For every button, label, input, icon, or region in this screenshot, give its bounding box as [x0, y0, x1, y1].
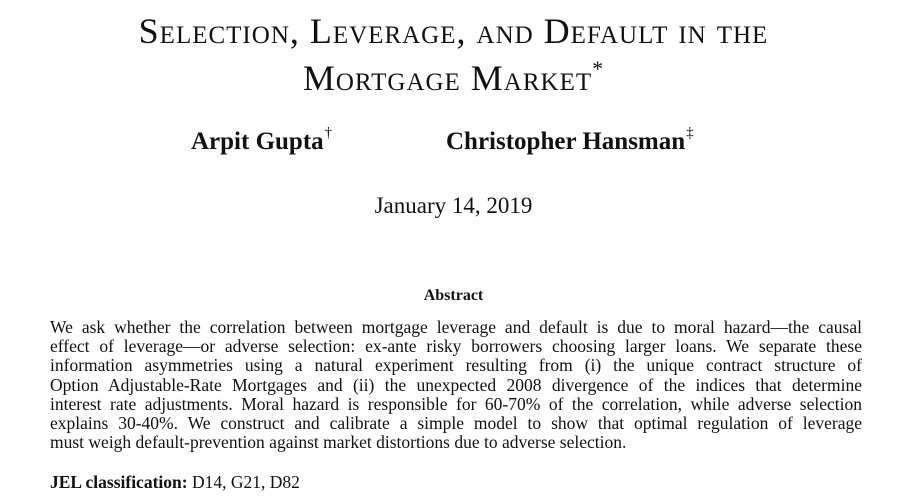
paper-title-line-2 — [0, 56, 907, 98]
title-footnote-mark: * — [592, 56, 605, 81]
author-footnote-mark: † — [324, 125, 333, 141]
abstract-line: Option Adjustable-Rate Mortgages and (ii) the unexpected 2008 divergence of the indices that determine — [50, 374, 862, 395]
jel-classification — [50, 472, 300, 493]
abstract-line: interest rate adjustments. Moral hazard is responsible for 60-70% of the correlation, while adverse selection — [50, 393, 862, 414]
paper-title-line-1 — [0, 13, 907, 49]
paper-title-text-1: Selection, Leverage, and Default in the — [138, 11, 769, 51]
author-2 — [446, 125, 694, 156]
author-name: Christopher Hansman — [446, 128, 686, 155]
paper-title-text-2: Mortgage Market — [302, 58, 593, 98]
author-list — [0, 125, 907, 158]
jel-label: JEL classification: — [50, 472, 188, 492]
abstract-body — [50, 318, 862, 452]
abstract-line: information asymmetries using a natural experiment resulting from (i) the unique contract structure of — [50, 355, 862, 376]
abstract-heading: Abstract — [423, 287, 484, 304]
abstract-line: We ask whether the correlation between mortgage leverage and default is due to moral hazard—the causal — [50, 317, 862, 337]
jel-codes: D14, G21, D82 — [191, 472, 300, 492]
publication-date: January 14, 2019 — [374, 193, 533, 218]
author-name: Arpit Gupta — [191, 128, 324, 155]
abstract-line: effect of leverage—or adverse selection: ex-ante risky borrowers choosing larger loans. We separate these — [50, 336, 862, 357]
abstract-line: must weigh default-prevention against market distortions due to adverse selection. — [50, 432, 627, 453]
author-footnote-mark: ‡ — [686, 125, 694, 141]
abstract-line: explains 30-40%. We construct and calibrate a simple model to show that optimal regulation of leverage — [50, 413, 862, 434]
author-1 — [191, 125, 333, 156]
